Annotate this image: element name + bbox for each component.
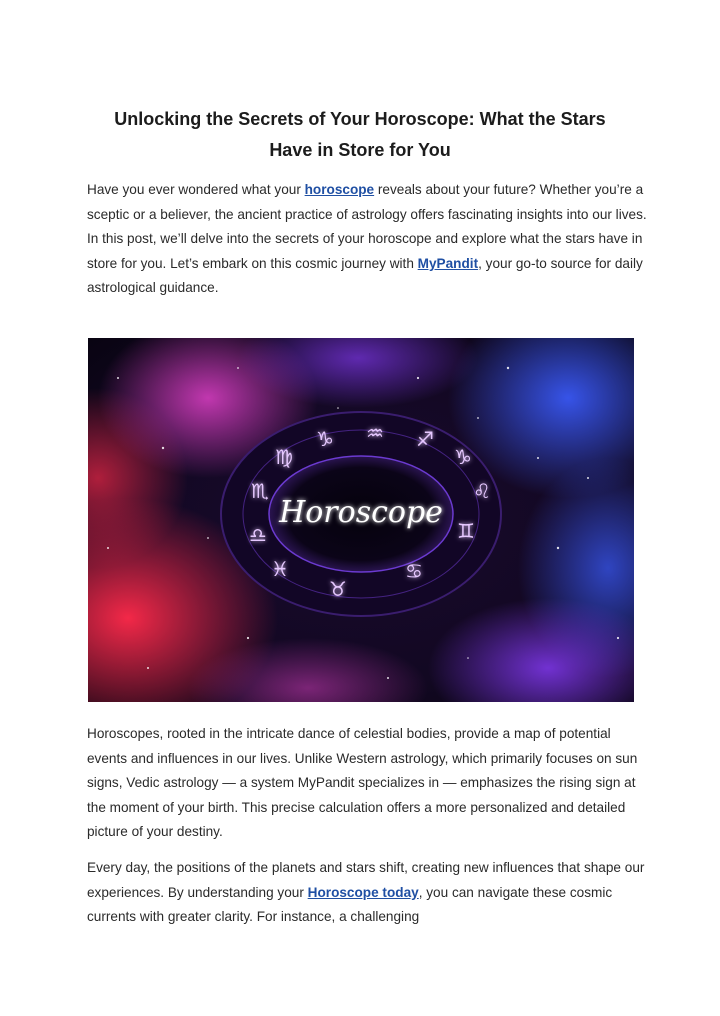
horoscope-today-link[interactable]: Horoscope today (307, 884, 419, 900)
title-line-1: Unlocking the Secrets of Your Horoscope: What the Stars (114, 109, 606, 129)
intro-paragraph (87, 178, 647, 301)
horoscope-image (88, 338, 634, 702)
horoscope-label: Horoscope (279, 495, 443, 530)
article-title (70, 104, 650, 166)
zodiac-glyph-6: ♊ (457, 519, 475, 543)
intro-text-2: reveals about your future? Whether you’re a sceptic or a believer, the ancient practice of astrology offers fascinating insights into our lives. In this post, we’ll delve into the secrets of your horoscope and explore what the stars have in store for you. Let’s embark on this cosmic journey with (87, 182, 647, 271)
zodiac-glyph-1: ♑ (316, 427, 334, 451)
zodiac-glyph-9: ♓ (271, 557, 289, 581)
zodiac-glyph-3: ♐ (416, 427, 434, 451)
mypandit-link[interactable]: MyPandit (417, 255, 479, 271)
horoscope-link[interactable]: horoscope (304, 182, 375, 197)
zodiac-glyph-4: ♑ (454, 445, 472, 469)
intro-text-3: , your go-to source for daily astrological guidance. (87, 255, 643, 296)
paragraph-2: Horoscopes, rooted in the intricate dance of celestial bodies, provide a map of potential events and influences in our lives. Unlike Western astrology, which primarily focuses on sun signs, Vedic astrology — a system MyPandit specializes in — emphasizes the rising sign at the moment of your birth. This precise calculation offers a more personalized and detailed picture of your destiny. (87, 726, 638, 840)
zodiac-glyph-5: ♌ (473, 479, 491, 503)
zodiac-glyph-2: ♒ (366, 421, 384, 445)
zodiac-glyph-10: ♎ (249, 523, 267, 547)
intro-text-1: Have you ever wondered what your (87, 182, 305, 197)
zodiac-wheel-illustration (88, 338, 634, 702)
zodiac-glyph-7: ♋ (405, 559, 423, 583)
para3-text-1: Every day, the positions of the planets and stars shift, creating new influences that shape our experiences. By understanding your (87, 860, 645, 900)
zodiac-glyph-11: ♏ (251, 479, 269, 503)
zodiac-glyph-8: ♉ (329, 577, 347, 601)
paragraph-3 (87, 856, 647, 930)
para3-text-2: , you can navigate these cosmic currents with greater clarity. For instance, a challenging (87, 884, 613, 925)
title-line-2: Have in Store for You (269, 140, 451, 160)
zodiac-glyph-12: ♍ (275, 445, 293, 469)
